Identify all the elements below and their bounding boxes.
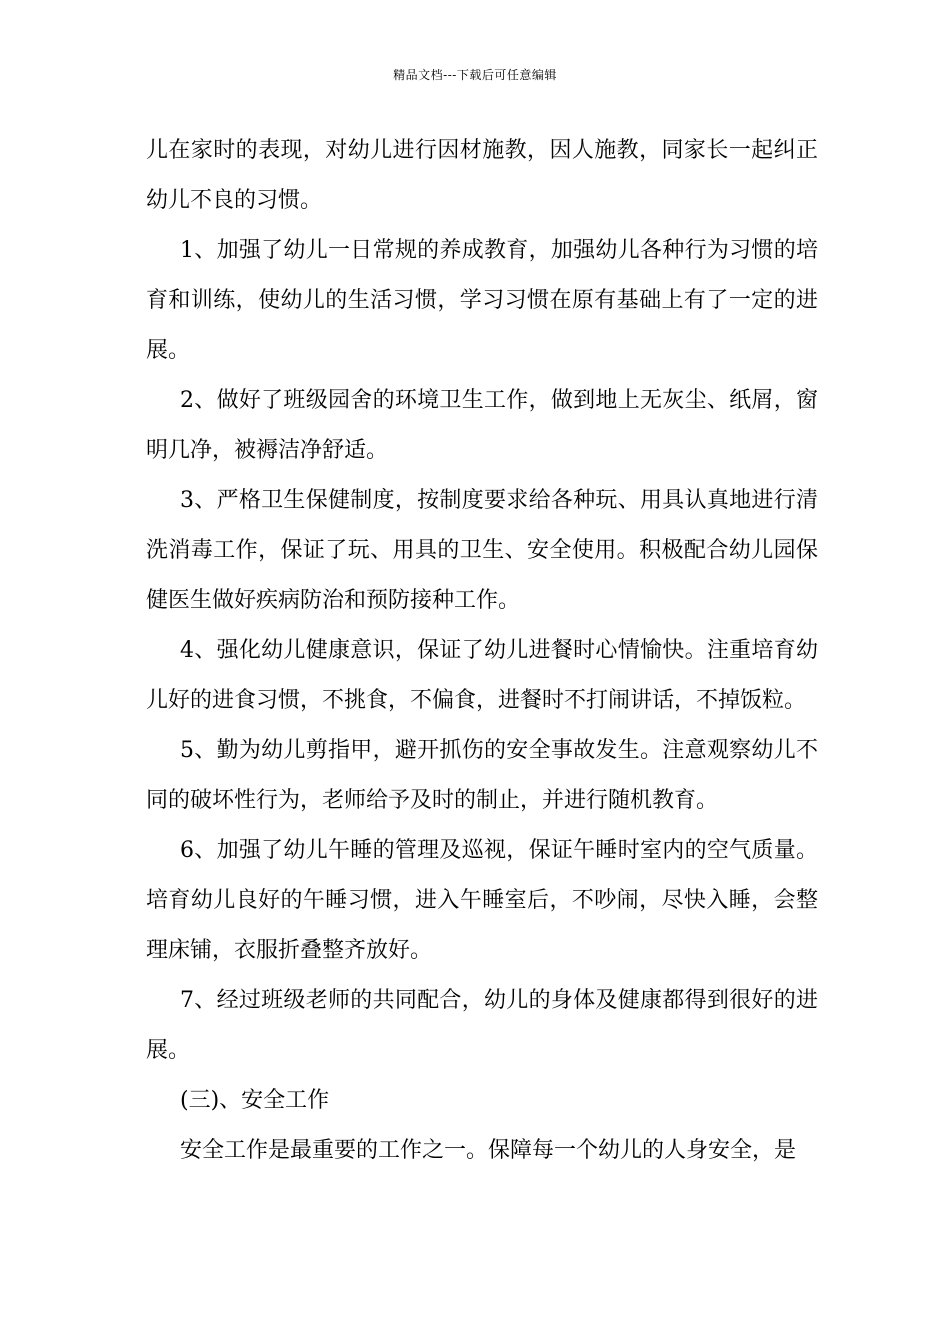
paragraph-continuation: 儿在家时的表现，对幼儿进行因材施教，因人施教，同家长一起纠正幼儿不良的习惯。 xyxy=(146,138,818,213)
paragraph-item-3: 3、严格卫生保健制度，按制度要求给各种玩、用具认真地进行清洗消毒工作，保证了玩、用具的卫生、安全使用。积极配合幼儿园保健医生做好疾病防治和预防接种工作。 xyxy=(146,488,818,613)
document-body xyxy=(146,126,818,1176)
paragraph-item-7: 7、经过班级老师的共同配合，幼儿的身体及健康都得到很好的进展。 xyxy=(146,988,818,1063)
paragraph-item-4: 4、强化幼儿健康意识，保证了幼儿进餐时心情愉快。注重培育幼儿好的进食习惯，不挑食，不偏食，进餐时不打闹讲话，不掉饭粒。 xyxy=(146,638,818,713)
paragraph-item-1: 1、加强了幼儿一日常规的养成教育，加强幼儿各种行为习惯的培育和训练，使幼儿的生活习惯，学习习惯在原有基础上有了一定的进展。 xyxy=(146,238,818,363)
section-heading: (三)、安全工作 xyxy=(180,1088,330,1113)
page-header: 精品文档---下载后可任意编辑 xyxy=(393,68,557,82)
paragraph-item-2: 2、做好了班级园舍的环境卫生工作，做到地上无灰尘、纸屑，窗明几净，被褥洁净舒适。 xyxy=(146,388,818,463)
paragraph-item-5: 5、勤为幼儿剪指甲，避开抓伤的安全事故发生。注意观察幼儿不同的破坏性行为，老师给予及时的制止，并进行随机教育。 xyxy=(146,738,818,813)
paragraph-item-6: 6、加强了幼儿午睡的管理及巡视，保证午睡时室内的空气质量。培育幼儿良好的午睡习惯，进入午睡室后，不吵闹，尽快入睡，会整理床铺，衣服折叠整齐放好。 xyxy=(146,838,818,963)
paragraph-safety: 安全工作是最重要的工作之一。保障每一个幼儿的人身安全，是 xyxy=(180,1138,797,1163)
